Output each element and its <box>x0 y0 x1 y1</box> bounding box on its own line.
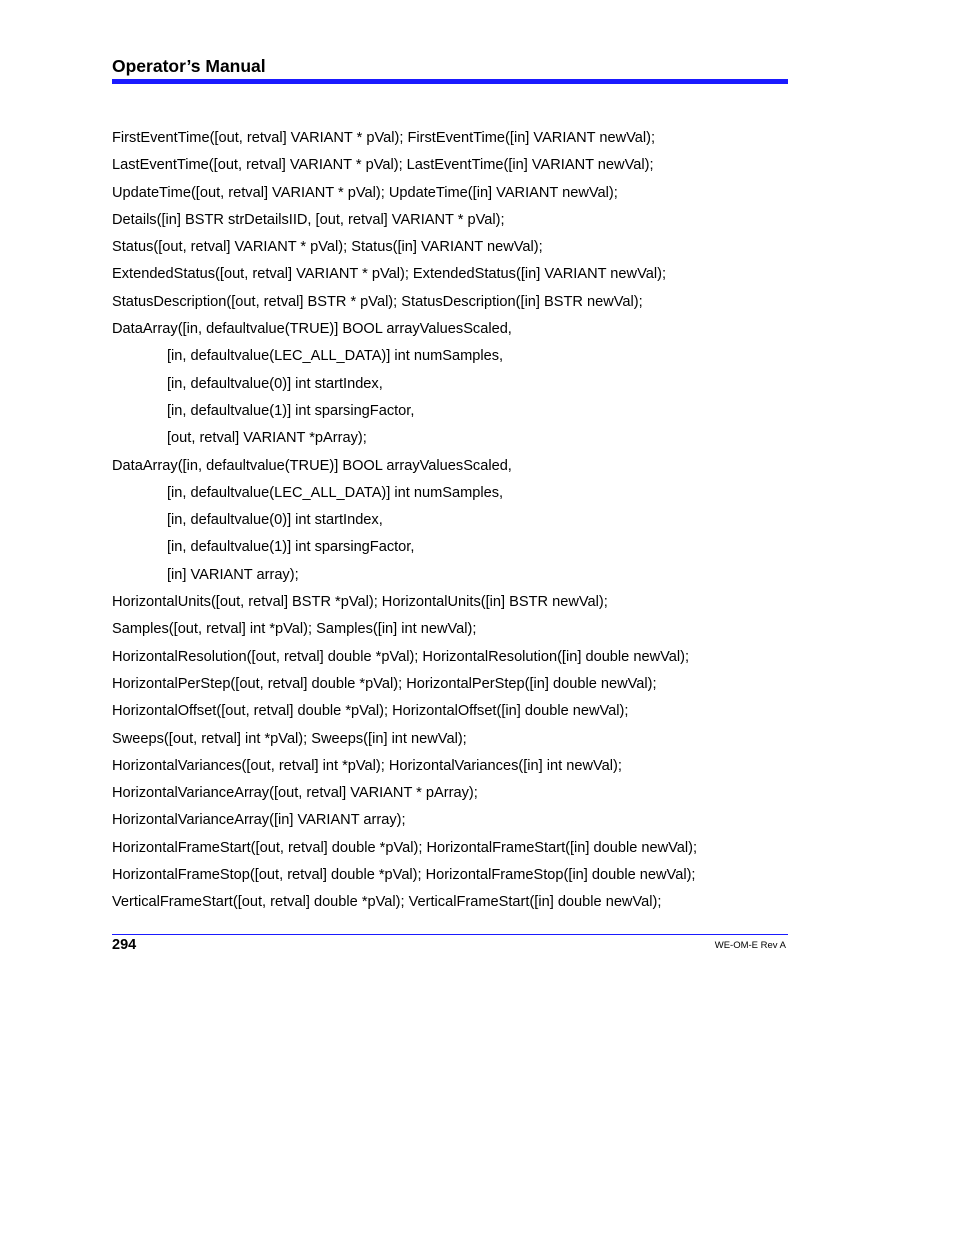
signature-continuation-line: [in] VARIANT array); <box>167 566 299 583</box>
method-signature-list <box>112 128 772 920</box>
signature-line: HorizontalVariances([out, retval] int *pVal); HorizontalVariances([in] int newVal); <box>112 757 622 774</box>
signature-line: DataArray([in, defaultvalue(TRUE)] BOOL arrayValuesScaled, <box>112 457 512 474</box>
signature-line: DataArray([in, defaultvalue(TRUE)] BOOL arrayValuesScaled, <box>112 321 512 338</box>
document-revision: WE-OM-E Rev A <box>714 940 786 951</box>
signature-line: HorizontalUnits([out, retval] BSTR *pVal); HorizontalUnits([in] BSTR newVal); <box>112 594 608 611</box>
signature-line: StatusDescription([out, retval] BSTR * pVal); StatusDescription([in] BSTR newVal); <box>112 293 643 310</box>
header-rule <box>112 79 788 84</box>
signature-line: ExtendedStatus([out, retval] VARIANT * pVal); ExtendedStatus([in] VARIANT newVal); <box>112 266 667 283</box>
signature-line: HorizontalVarianceArray([out, retval] VARIANT * pArray); <box>112 785 478 802</box>
page-header <box>112 55 788 77</box>
footer-rule <box>112 934 788 935</box>
signature-line: UpdateTime([out, retval] VARIANT * pVal); UpdateTime([in] VARIANT newVal); <box>112 184 618 201</box>
page-title: Operator’s Manual <box>112 56 266 76</box>
signature-continuation-line: [in, defaultvalue(LEC_ALL_DATA)] int numSamples, <box>167 348 504 365</box>
page-number: 294 <box>112 937 137 953</box>
page-footer <box>112 934 788 958</box>
signature-line: VerticalFrameStart([out, retval] double *pVal); VerticalFrameStart([in] double newVal); <box>112 894 662 911</box>
signature-line: FirstEventTime([out, retval] VARIANT * pVal); FirstEventTime([in] VARIANT newVal); <box>112 130 656 146</box>
signature-line: Sweeps([out, retval] int *pVal); Sweeps([in] int newVal); <box>112 730 467 747</box>
signature-continuation-line: [out, retval] VARIANT *pArray); <box>167 430 367 447</box>
signature-line: HorizontalOffset([out, retval] double *pVal); HorizontalOffset([in] double newVal); <box>112 703 629 720</box>
signature-line: Details([in] BSTR strDetailsIID, [out, retval] VARIANT * pVal); <box>112 211 505 228</box>
signature-line: HorizontalFrameStop([out, retval] double *pVal); HorizontalFrameStop([in] double newVal); <box>112 867 696 884</box>
signature-continuation-line: [in, defaultvalue(0)] int startIndex, <box>167 375 383 392</box>
signature-line: LastEventTime([out, retval] VARIANT * pVal); LastEventTime([in] VARIANT newVal); <box>112 157 654 174</box>
signature-line: Status([out, retval] VARIANT * pVal); Status([in] VARIANT newVal); <box>112 239 543 256</box>
signature-line: HorizontalResolution([out, retval] double *pVal); HorizontalResolution([in] double newVal); <box>112 648 690 665</box>
signature-continuation-line: [in, defaultvalue(LEC_ALL_DATA)] int numSamples, <box>167 484 504 501</box>
signature-line: HorizontalPerStep([out, retval] double *pVal); HorizontalPerStep([in] double newVal); <box>112 675 657 692</box>
signature-continuation-line: [in, defaultvalue(0)] int startIndex, <box>167 512 383 529</box>
signature-continuation-line: [in, defaultvalue(1)] int sparsingFactor, <box>167 539 415 556</box>
signature-line: Samples([out, retval] int *pVal); Samples([in] int newVal); <box>112 621 477 638</box>
signature-continuation-line: [in, defaultvalue(1)] int sparsingFactor, <box>167 402 415 419</box>
signature-line: HorizontalFrameStart([out, retval] double *pVal); HorizontalFrameStart([in] double newVal); <box>112 839 698 856</box>
signature-line: HorizontalVarianceArray([in] VARIANT array); <box>112 812 406 829</box>
